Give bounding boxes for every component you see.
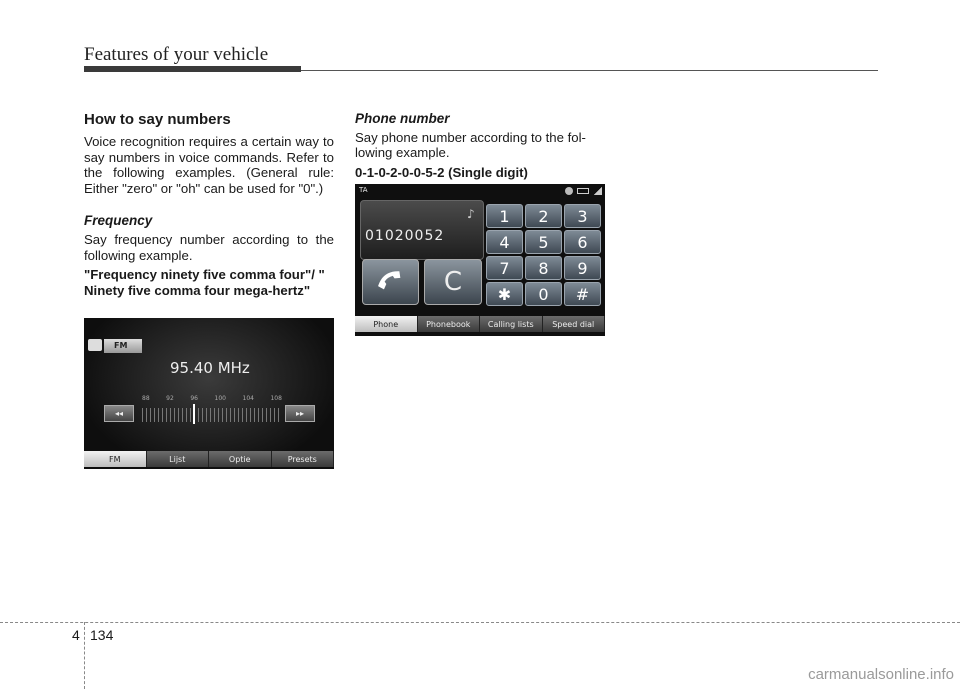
footer-rule	[0, 622, 960, 623]
tab-phonebook[interactable]: Phonebook	[418, 316, 481, 332]
call-button[interactable]	[362, 259, 419, 305]
radio-screen	[84, 318, 334, 469]
number-display	[360, 200, 484, 260]
phone-paragraph: Say phone number according to the fol- lowing example.	[355, 129, 586, 161]
watermark: carmanualsonline.info	[808, 666, 954, 683]
frequency-display: 95.40 MHz	[170, 359, 250, 377]
header-rule	[301, 70, 878, 71]
tab-fm[interactable]: FM	[84, 451, 147, 467]
phone-screen	[355, 184, 605, 336]
voice-icon: ♪	[467, 207, 475, 221]
key-7[interactable]: 7	[486, 256, 523, 280]
key-9[interactable]: 9	[564, 256, 601, 280]
scale-label: 88	[142, 395, 150, 402]
radio-icon	[88, 339, 102, 351]
scale-label: 100	[214, 395, 226, 402]
frequency-heading: Frequency	[84, 213, 153, 229]
key-5[interactable]: 5	[525, 230, 562, 254]
phone-heading: Phone number	[355, 111, 450, 126]
tuning-needle	[193, 404, 195, 424]
bluetooth-icon	[565, 187, 573, 195]
phone-handset-icon	[374, 270, 408, 294]
clear-button[interactable]: C	[424, 259, 482, 305]
scale-label: 96	[190, 395, 198, 402]
page-header-title: Features of your vehicle	[84, 44, 269, 65]
tab-speed-dial[interactable]: Speed dial	[543, 316, 606, 332]
scale-label: 108	[270, 395, 282, 402]
chapter-number: 4	[72, 627, 80, 643]
header-bar	[84, 66, 301, 72]
page-number: 134	[90, 627, 114, 643]
frequency-example: "Frequency ninety five comma four"/ " Ninety five comma four mega-hertz"	[84, 267, 325, 298]
tab-presets[interactable]: Presets	[272, 451, 335, 467]
phone-example: 0-1-0-2-0-0-5-2 (Single digit)	[355, 164, 528, 180]
ta-indicator: TA	[359, 186, 368, 194]
tab-calling-lists[interactable]: Calling lists	[480, 316, 543, 332]
tuning-scale	[142, 408, 282, 422]
seek-down-button[interactable]: ◂◂	[104, 405, 134, 422]
key-3[interactable]: 3	[564, 204, 601, 228]
key-0[interactable]: 0	[525, 282, 562, 306]
signal-icon	[593, 187, 602, 195]
left-column	[84, 111, 334, 298]
battery-icon	[577, 188, 589, 194]
right-column	[355, 111, 605, 180]
band-badge: FM	[104, 339, 142, 353]
key-8[interactable]: 8	[525, 256, 562, 280]
key-2[interactable]: 2	[525, 204, 562, 228]
phone-tab-bar	[355, 316, 605, 332]
key-star[interactable]: ✱	[486, 282, 523, 306]
tab-option[interactable]: Optie	[209, 451, 272, 467]
scale-label: 92	[166, 395, 174, 402]
tab-list[interactable]: Lijst	[147, 451, 210, 467]
frequency-scale	[142, 395, 282, 402]
key-6[interactable]: 6	[564, 230, 601, 254]
intro-paragraph: Voice recognition requires a certain way to say numbers in voice commands. Refer to the following examples. (General rule: Either "zero" or "oh" can be used for "0".)	[84, 134, 334, 196]
key-hash[interactable]: #	[564, 282, 601, 306]
radio-tab-bar	[84, 451, 334, 467]
frequency-paragraph: Say frequency number according to the following example.	[84, 231, 334, 263]
key-4[interactable]: 4	[486, 230, 523, 254]
dialed-number: 01020052	[365, 228, 445, 244]
tab-phone[interactable]: Phone	[355, 316, 418, 332]
scale-label: 104	[242, 395, 254, 402]
key-1[interactable]: 1	[486, 204, 523, 228]
footer-divider	[84, 622, 85, 689]
section-heading: How to say numbers	[84, 111, 231, 128]
seek-up-button[interactable]: ▸▸	[285, 405, 315, 422]
